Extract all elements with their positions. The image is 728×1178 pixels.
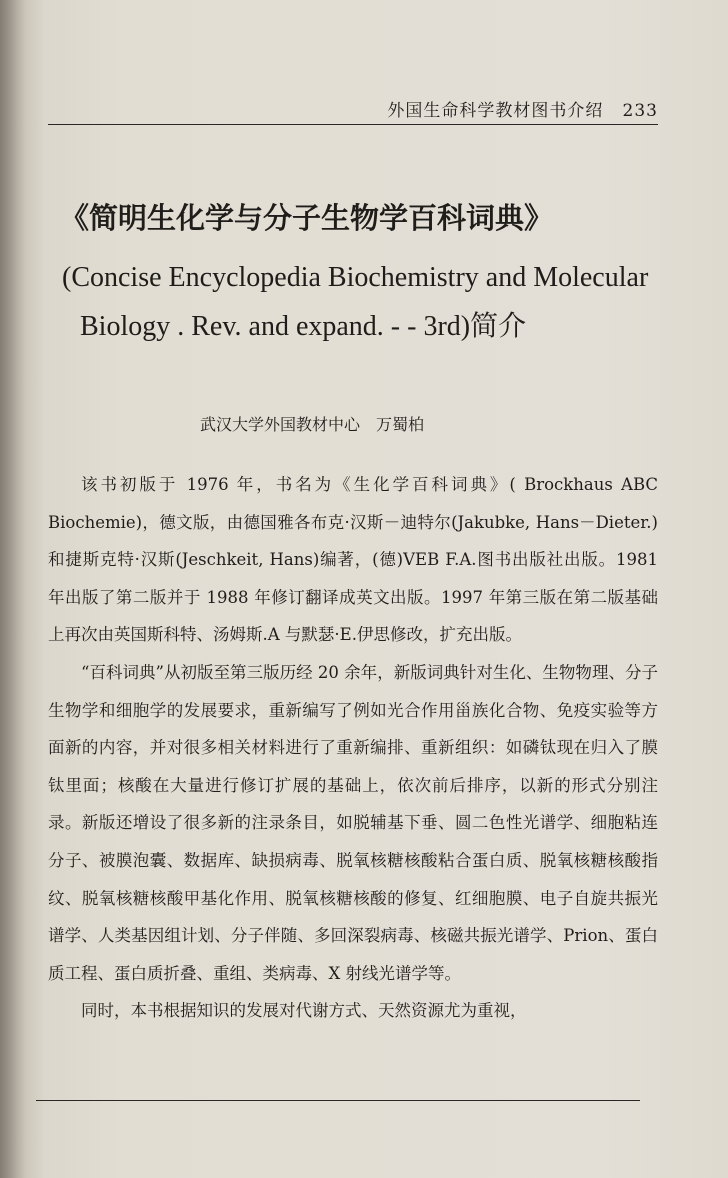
spine-shadow [0, 0, 26, 1178]
page-number: 233 [622, 101, 658, 121]
paragraph: 同时，本书根据知识的发展对代谢方式、天然资源尤为重视， [81, 1001, 527, 1021]
article-author: 武汉大学外国教材中心 万蜀柏 [200, 415, 425, 434]
article-title-zh: 《简明生化学与分子生物学百科词典》 [60, 201, 554, 235]
running-title: 外国生命科学教材图书介绍 [387, 101, 604, 121]
article-title-en-line1: (Concise Encyclopedia Biochemistry and Molecular [62, 262, 649, 293]
paragraph: “百科词典”从初版至第三版历经 20 余年，新版词典针对生化、生物物理、分子生物学和细胞学的发展要求，重新编写了例如光合作用甾族化合物、免疫实验等方面新的内容，并对很多相关材料进行了重新编排、重新组织：如磷钛现在归入了膜钛里面；核酸在大量进行修订扩展的基础上，依次前后排序，以新的形式分别注录。新版还增设了很多新的注录条目，如脱辅基下垂、圆二色性光谱学、细胞粘连分子、被膜泡囊、数据库、缺损病毒、脱氧核糖核酸粘合蛋白质、脱氧核糖核酸指纹、脱氧核糖核酸甲基化作用、脱氧核糖核酸的修复、红细胞膜、电子自旋共振光谱学、人类基因组计划、分子伴随、多回深裂病毒、核磁共振光谱学、Prion、蛋白质工程、蛋白质折叠、重组、类病毒、X 射线光谱学等。 [48, 662, 658, 983]
running-header-text [387, 96, 658, 121]
paragraph: 该书初版于 1976 年，书名为《生化学百科词典》( Brockhaus ABC Biochemie)，德文版，由德国雅各布克·汉斯－迪特尔(Jakubke, Hans－Dieter.)和捷斯克特·汉斯(Jeschkeit, Hans)编著，(德)VEB F.A.图书出版社出版。1981 年出版了第二版并于 1988 年修订翻译成英文出版。1997 年第三版在第二版基础上再次由英国斯科特、汤姆斯.A 与默瑟·E.伊思修改，扩充出版。 [48, 475, 658, 645]
article-title-en-line2: Biology . Rev. and expand. - - 3rd)简介 [80, 311, 527, 342]
running-header [48, 96, 658, 126]
article-body [48, 466, 658, 1030]
header-rule [48, 124, 658, 125]
footer-rule [36, 1100, 640, 1101]
